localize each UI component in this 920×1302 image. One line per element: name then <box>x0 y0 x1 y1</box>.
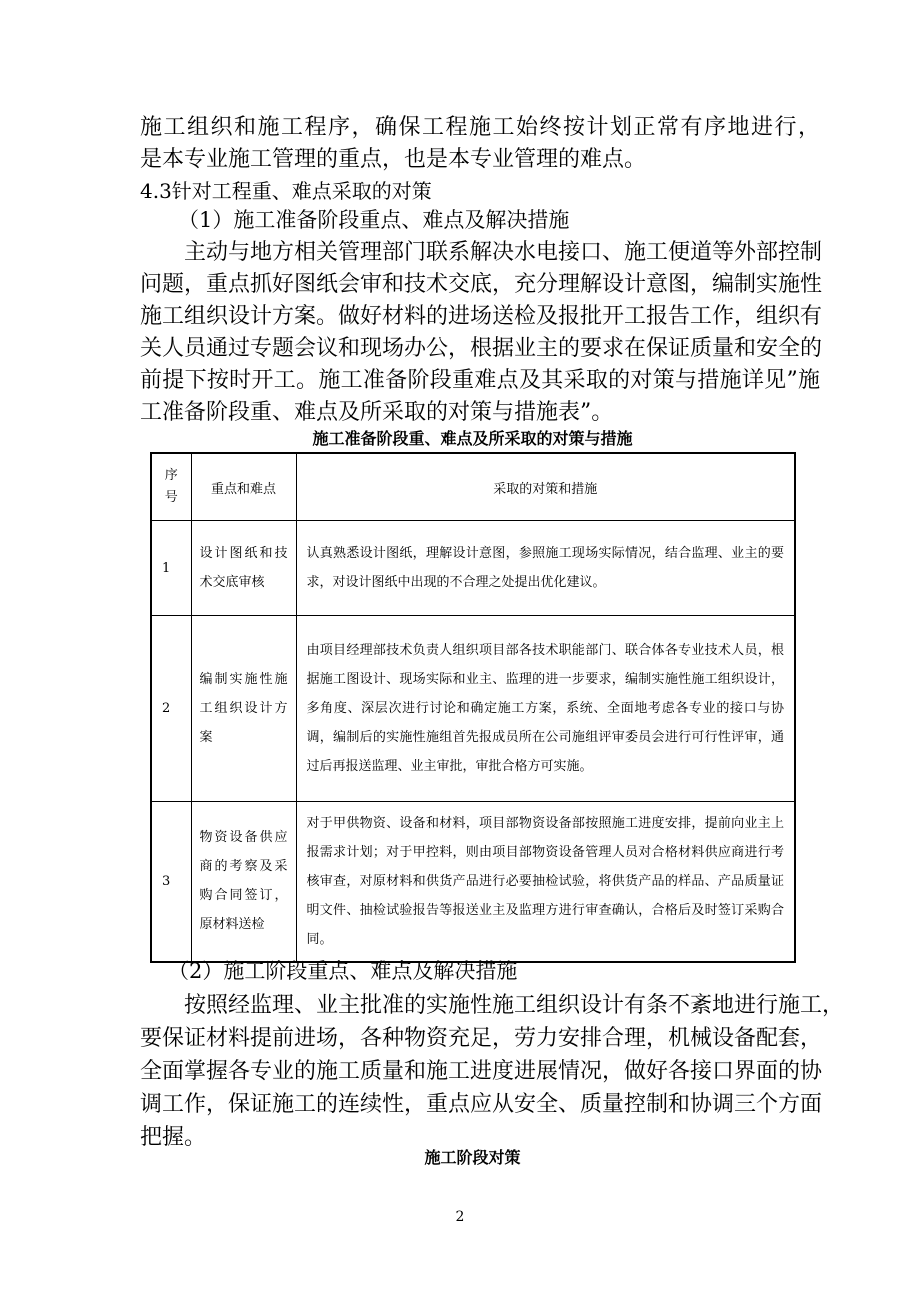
part1-line-1: 主动与地方相关管理部门联系解决水电接口、施工便道等外部控制 <box>184 240 823 265</box>
page-number: 2 <box>455 1209 465 1225</box>
intro-line-1: 施工组织和施工程序，确保工程施工始终按计划正常有序地进行， <box>140 115 820 140</box>
row-key: 物资设备供应商的考察及采购合同签订，原材料送检 <box>191 802 296 962</box>
table2-title: 施工阶段对策 <box>424 1148 521 1167</box>
row-measure: 认真熟悉设计图纸，理解设计意图，参照施工现场实际情况，结合监理、业主的要求，对设计图纸中出现的不合理之处提出优化建议。 <box>296 521 795 616</box>
table-row <box>151 521 795 616</box>
part1-heading: （1）施工准备阶段重点、难点及解决措施 <box>178 208 570 232</box>
part1-line-2: 问题，重点抓好图纸会审和技术交底，充分理解设计意图，编制实施性 <box>140 272 823 297</box>
section-heading: 4.3针对工程重、难点采取的对策 <box>140 179 432 203</box>
part1-line-5: 前提下按时开工。施工准备阶段重难点及其采取的对策与措施详见”施 <box>140 368 820 393</box>
row-measure: 对于甲供物资、设备和材料，项目部物资设备部按照施工进度安排，提前向业主上报需求计划；对于甲控料，则由项目部物资设备管理人员对合格材料供应商进行考核审查，对原材料和供货产品进行必要抽检试验，将供货产品的样品、产品质量证明文件、抽检试验报告等报送业主及监理方进行审查确认，合格后及时签订采购合同。 <box>296 802 795 962</box>
table-row <box>151 802 795 962</box>
row-no: 1 <box>151 521 191 616</box>
row-key: 设计图纸和技术交底审核 <box>191 521 296 616</box>
row-key: 编制实施性施工组织设计方案 <box>191 616 296 802</box>
part2-heading: （2）施工阶段重点、难点及解决措施 <box>168 959 518 983</box>
part2-line-2: 要保证材料提前进场，各种物资充足，劳力安排合理，机械设备配套， <box>140 1026 823 1051</box>
row-no: 2 <box>151 616 191 802</box>
row-measure: 由项目经理部技术负责人组织项目部各技术职能部门、联合体各专业技术人员，根据施工图设计、现场实际和业主、监理的进一步要求，编制实施性施工组织设计，多角度、深层次进行讨论和确定施工方案，系统、全面地考虑各专业的接口与协调，编制后的实施性施组首先报成员所在公司施组评审委员会进行可行性评审，通过后再报送监理、业主审批，审批合格方可实施。 <box>296 616 795 802</box>
part2-line-5: 把握。 <box>140 1125 207 1150</box>
table-row <box>151 616 795 802</box>
measures-table <box>150 452 796 963</box>
part2-line-3: 全面掌握各专业的施工质量和施工进度进展情况，做好各接口界面的协 <box>140 1059 823 1084</box>
part1-line-4: 关人员通过专题会议和现场办公，根据业主的要求在保证质量和安全的 <box>140 336 823 361</box>
table1-title: 施工准备阶段重、难点及所采取的对策与措施 <box>312 429 633 448</box>
header-no-label: 序号 <box>164 468 178 505</box>
part2-line-4: 调工作，保证施工的连续性，重点应从安全、质量控制和协调三个方面 <box>140 1092 823 1117</box>
header-no <box>151 453 191 521</box>
header-key: 重点和难点 <box>191 453 296 521</box>
table-header-row <box>151 453 795 521</box>
intro-line-2: 是本专业施工管理的重点，也是本专业管理的难点。 <box>140 147 647 172</box>
header-measure: 采取的对策和措施 <box>296 453 795 521</box>
row-no: 3 <box>151 802 191 962</box>
part1-line-6: 工准备阶段重、难点及所采取的对策与措施表”。 <box>140 400 614 425</box>
part2-line-1: 按照经监理、业主批准的实施性施工组织设计有条不紊地进行施工， <box>184 993 845 1018</box>
part1-line-3: 施工组织设计方案。做好材料的进场送检及报批开工报告工作，组织有 <box>140 304 823 329</box>
